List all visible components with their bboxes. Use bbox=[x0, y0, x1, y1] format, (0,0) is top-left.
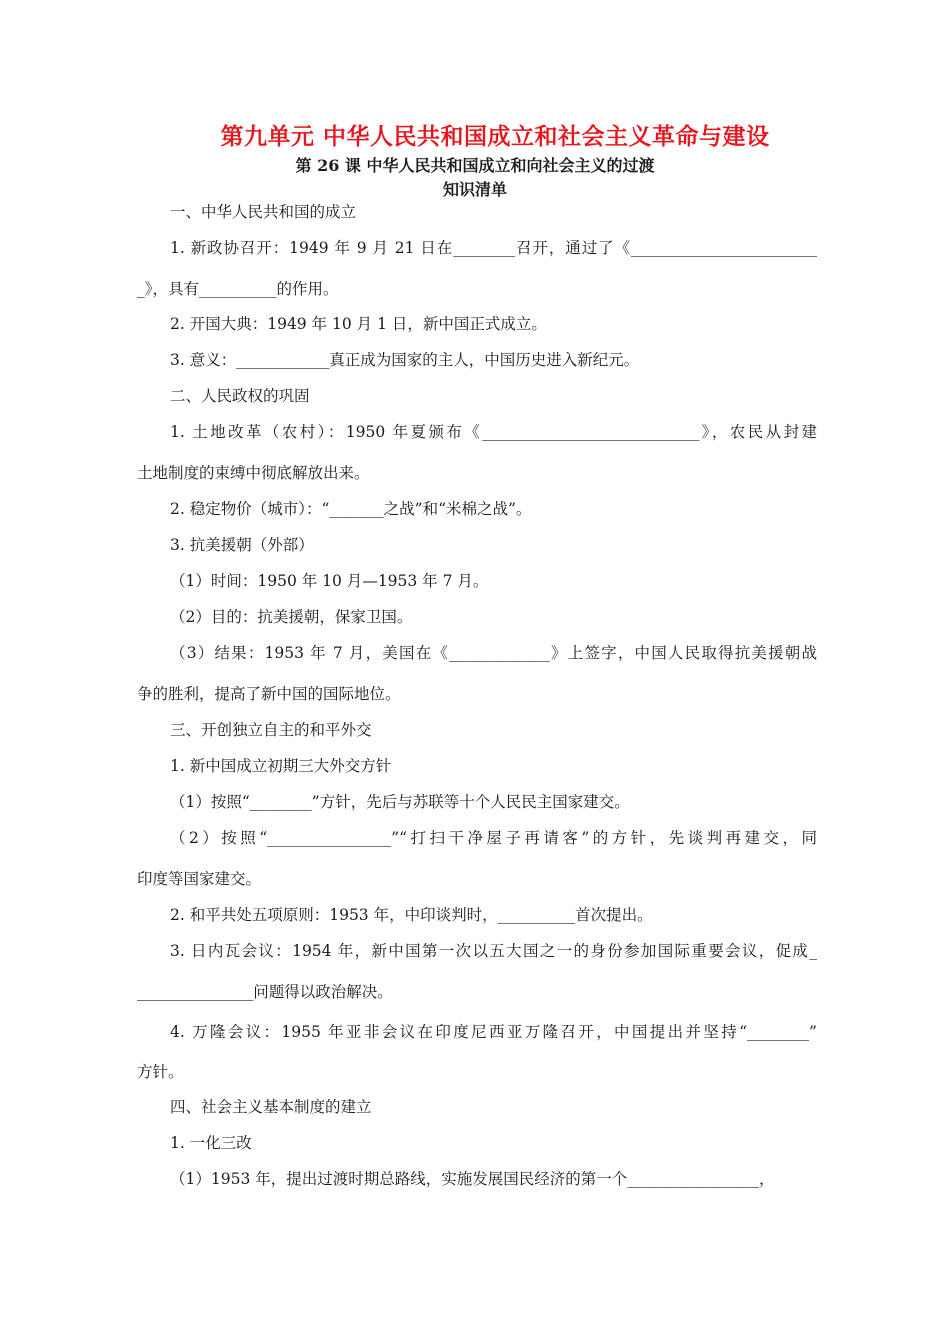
paragraph-line: 1. 土地改革（农村）：1950 年夏颁布《____________________________》，农民从封建 bbox=[170, 423, 817, 441]
paragraph-line: 1. 新中国成立初期三大外交方针 bbox=[170, 757, 392, 775]
paragraph-line: 2. 开国大典：1949 年 10 月 1 日，新中国正式成立。 bbox=[170, 315, 547, 333]
paragraph-line: 印度等国家建交。 bbox=[137, 870, 262, 888]
paragraph-line: _》，具有__________的作用。 bbox=[137, 280, 339, 298]
unit-title: 第九单元 中华人民共和国成立和社会主义革命与建设 bbox=[220, 123, 770, 150]
paragraph-line: 4. 万隆会议：1955 年亚非会议在印度尼西亚万隆召开，中国提出并坚持“________” bbox=[170, 1023, 817, 1041]
section-heading: 三、开创独立自主的和平外交 bbox=[170, 721, 372, 739]
paragraph-line: （1）时间：1950 年 10 月—1953 年 7 月。 bbox=[170, 572, 489, 590]
section-heading: 二、人民政权的巩固 bbox=[170, 387, 310, 405]
paragraph-line: （1）按照“________”方针，先后与苏联等十个人民民主国家建交。 bbox=[170, 793, 630, 811]
paragraph-line: 1. 新政协召开：1949 年 9 月 21 日在________召开，通过了《________________________ bbox=[170, 239, 817, 257]
paragraph-line: （2）按照“________________”“打扫干净屋子再请客”的方针，先谈判再建交，同 bbox=[170, 829, 817, 847]
paragraph-line: _______________问题得以政治解决。 bbox=[137, 983, 393, 1001]
paragraph-line: 3. 意义：____________真正成为国家的主人，中国历史进入新纪元。 bbox=[170, 351, 640, 369]
paragraph-line: 1. 一化三改 bbox=[170, 1134, 252, 1152]
section-heading: 四、社会主义基本制度的建立 bbox=[170, 1098, 372, 1116]
paragraph-line: 2. 稳定物价（城市）：“_______之战”和“米棉之战”。 bbox=[170, 500, 532, 518]
paragraph-line: （3）结果：1953 年 7 月，美国在《_____________》上签字，中国人民取得抗美援朝战 bbox=[170, 644, 817, 662]
paragraph-line: （2）目的：抗美援朝，保家卫国。 bbox=[170, 608, 413, 626]
paragraph-line: 3. 抗美援朝（外部） bbox=[170, 536, 314, 554]
paragraph-line: （1）1953 年，提出过渡时期总路线，实施发展国民经济的第一个_________________， bbox=[170, 1170, 775, 1188]
paragraph-line: 3. 日内瓦会议：1954 年，新中国第一次以五大国之一的身份参加国际重要会议，促成_ bbox=[170, 942, 817, 960]
paragraph-line: 2. 和平共处五项原则：1953 年，中印谈判时，__________首次提出。 bbox=[170, 906, 653, 924]
paragraph-line: 土地制度的束缚中彻底解放出来。 bbox=[137, 464, 370, 482]
knowledge-list-title: 知识清单 bbox=[442, 180, 507, 199]
section-heading: 一、中华人民共和国的成立 bbox=[170, 203, 357, 221]
paragraph-line: 争的胜利，提高了新中国的国际地位。 bbox=[137, 685, 401, 703]
paragraph-line: 方针。 bbox=[137, 1063, 184, 1081]
lesson-title: 第 26 课 中华人民共和国成立和向社会主义的过渡 bbox=[295, 156, 655, 175]
